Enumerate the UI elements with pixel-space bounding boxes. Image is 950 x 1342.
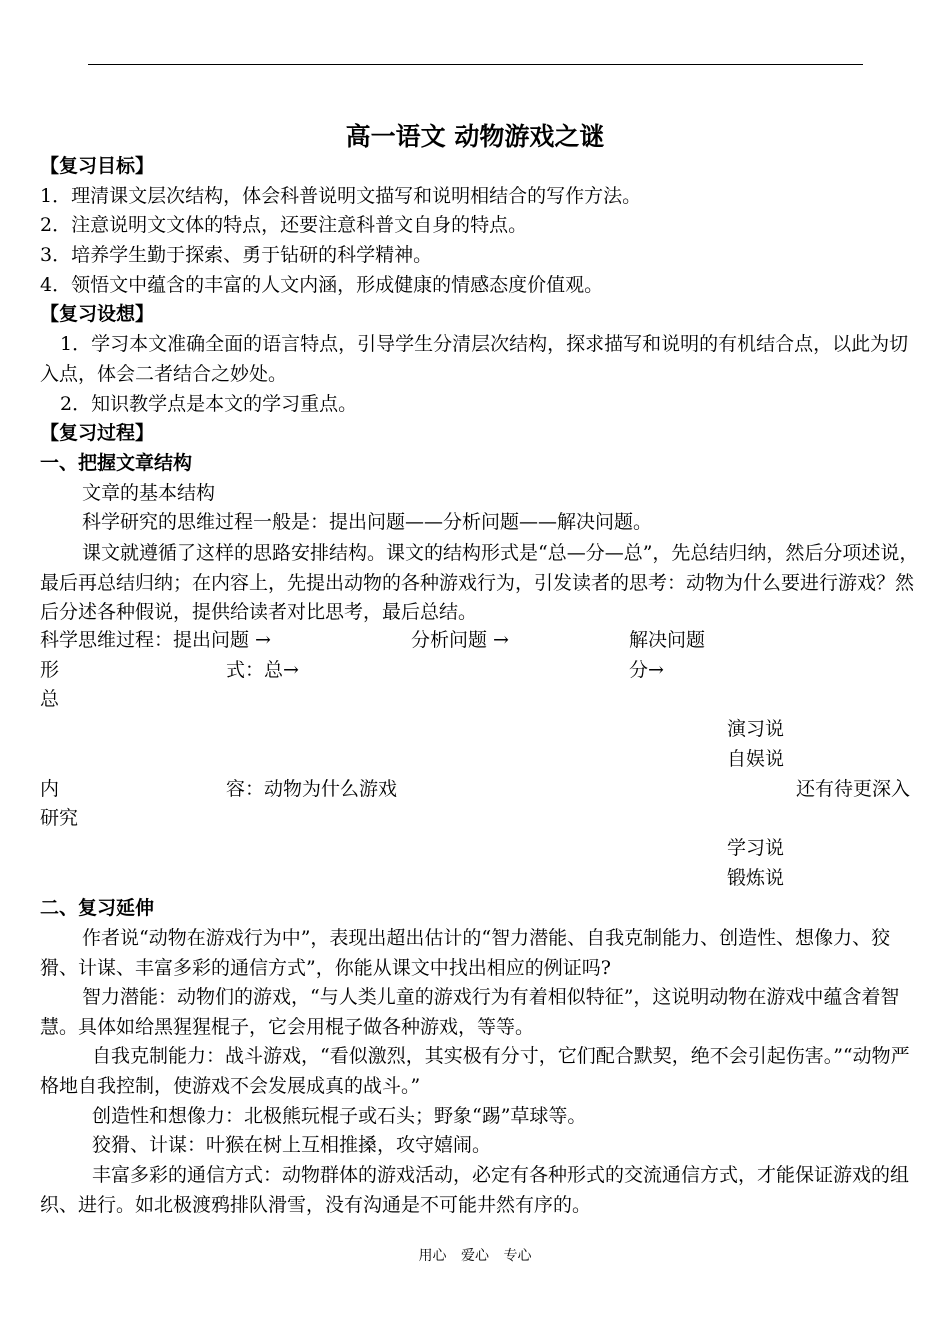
plan-paragraph: 1．学习本文准确全面的语言特点，引导学生分清层次结构，探求描写和说明的有机结合点，以此为切入点，体会二者结合之妙处。 — [40, 333, 909, 385]
part2-heading: 二、复习延伸 — [40, 897, 155, 919]
part1-subheading: 文章的基本结构 — [82, 482, 216, 504]
diagram-text: 研究 — [40, 807, 79, 829]
plan-heading: 【复习设想】 — [40, 303, 155, 325]
part1-paragraph: 课文就遵循了这样的思路安排结构。课文的结构形式是“总—分—总”，先总结归纳，然后分项述说，最后再总结归纳；在内容上，先提出动物的各种游戏行为，引发读者的思考：动物为什么要进行游戏？然后分述各种假说，提供给读者对比思考，最后总结。 — [40, 542, 919, 623]
part2-paragraph: 狡猾、计谋：叶猴在树上互相推搡，攻守嬉闹。 — [92, 1134, 492, 1156]
diagram-text: 总 — [40, 688, 60, 710]
header-rule — [88, 64, 863, 65]
part1-heading: 一、把握文章结构 — [40, 452, 193, 474]
diagram-text: 形 — [40, 659, 60, 681]
diagram-step: 分析问题 → — [411, 629, 509, 651]
diagram-text: 容：动物为什么游戏 — [226, 778, 398, 800]
part2-paragraph: 作者说“动物在游戏行为中”，表现出超出估计的“智力潜能、自我克制能力、创造性、想像力、狡猾、计谋、丰富多彩的通信方式”，你能从课文中找出相应的例证吗? — [40, 927, 891, 979]
diagram-text: 内 — [40, 778, 60, 800]
goal-item: 1．理清课文层次结构，体会科普说明文描写和说明相结合的写作方法。 — [40, 185, 642, 207]
plan-paragraph: 2．知识教学点是本文的学习重点。 — [60, 393, 358, 415]
diagram-row-label: 科学思维过程：提出问题 → — [40, 629, 271, 651]
part2-paragraph: 创造性和想像力：北极熊玩棍子或石头；野象“踢”草球等。 — [92, 1105, 587, 1127]
page-title: 高一语文 动物游戏之谜 — [345, 122, 605, 151]
diagram-text: 式：总→ — [226, 659, 299, 681]
hypothesis-item: 自娱说 — [727, 748, 785, 770]
part2-paragraph: 丰富多彩的通信方式：动物群体的游戏活动，必定有各种形式的交流通信方式，才能保证游戏的组织、进行。如北极渡鸦排队滑雪，没有沟通是不可能井然有序的。 — [40, 1164, 910, 1216]
goal-item: 4．领悟文中蕴含的丰富的人文内涵，形成健康的情感态度价值观。 — [40, 274, 604, 296]
diagram-step: 解决问题 — [629, 629, 706, 651]
part2-paragraph: 自我克制能力：战斗游戏，“看似激烈，其实极有分寸，它们配合默契，绝不会引起伤害。”“动物严格地自我控制，使游戏不会发展成真的战斗。” — [40, 1045, 910, 1097]
part2-paragraph: 智力潜能：动物们的游戏，“与人类儿童的游戏行为有着相似特征”，这说明动物在游戏中蕴含着智慧。具体如给黑猩猩棍子，它会用棍子做各种游戏，等等。 — [40, 986, 900, 1038]
goals-heading: 【复习目标】 — [40, 155, 155, 177]
diagram-text: 分→ — [629, 659, 664, 681]
part1-paragraph: 科学研究的思维过程一般是：提出问题——分析问题——解决问题。 — [82, 511, 653, 533]
diagram-text: 还有待更深入 — [796, 778, 911, 800]
process-heading: 【复习过程】 — [40, 422, 155, 444]
hypothesis-item: 演习说 — [727, 718, 785, 740]
goal-item: 2．注意说明文文体的特点，还要注意科普文自身的特点。 — [40, 214, 528, 236]
hypothesis-item: 锻炼说 — [727, 867, 785, 889]
goal-item: 3．培养学生勤于探索、勇于钻研的科学精神。 — [40, 244, 433, 266]
page-footer: 用心 爱心 专心 — [418, 1248, 532, 1264]
hypothesis-item: 学习说 — [727, 837, 785, 859]
